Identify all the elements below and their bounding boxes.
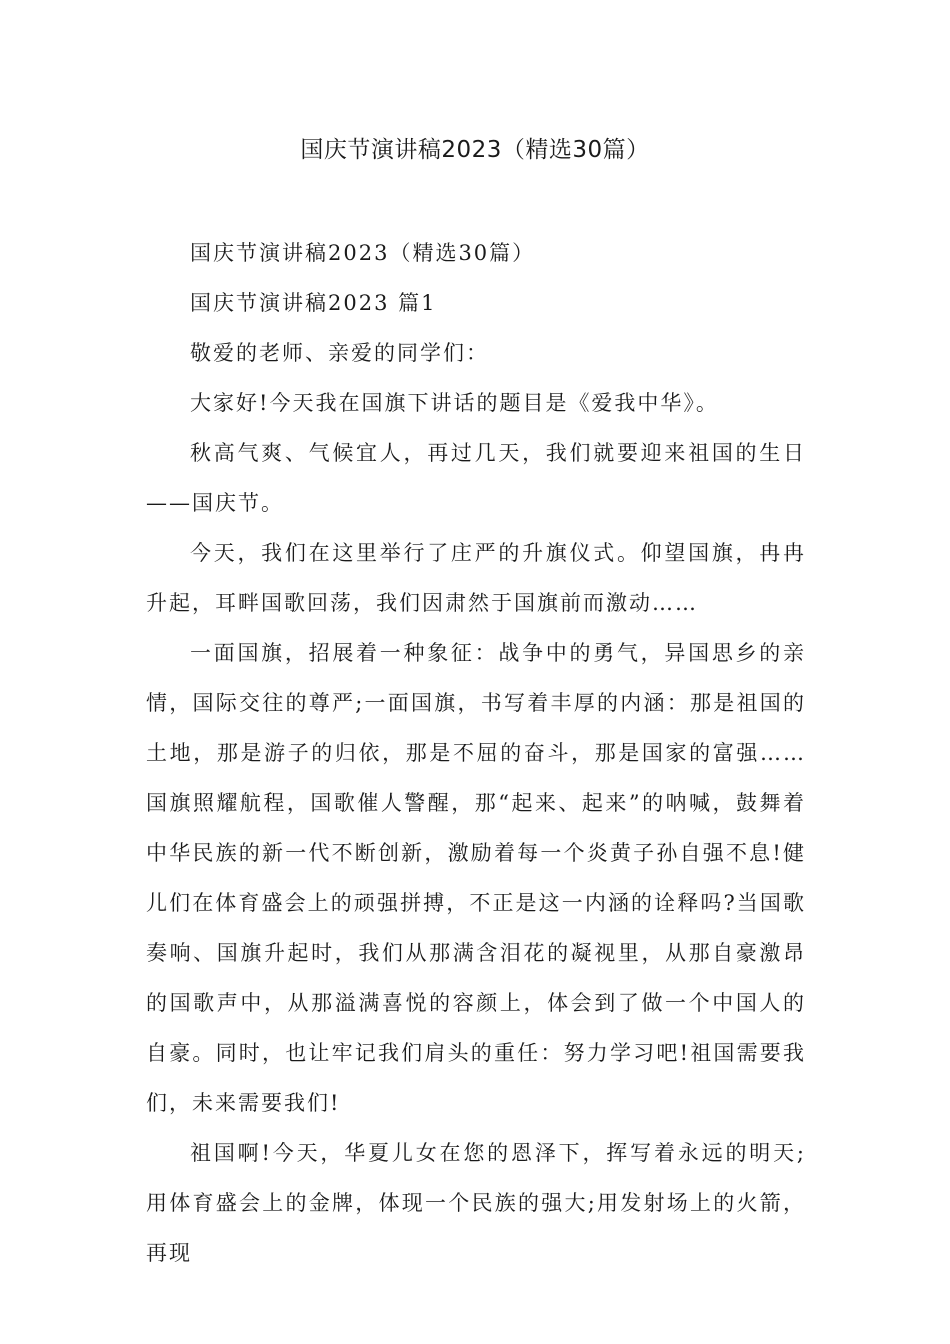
paragraph-subtitle: 国庆节演讲稿2023（精选30篇） [190,241,536,265]
paragraph-greeting: 大家好!今天我在国旗下讲话的题目是《爱我中华》。 [190,391,719,415]
paragraph-body: 秋高气爽、气候宜人，再过几天，我们就要迎来祖国的生日——国庆节。 [146,441,806,515]
paragraph-section-heading: 国庆节演讲稿2023 篇1 [190,291,437,315]
document-body [146,228,806,1278]
paragraph-body: 今天，我们在这里举行了庄严的升旗仪式。仰望国旗，冉冉升起，耳畔国歌回荡，我们因肃然于国旗前而激动…… [146,541,806,615]
paragraph-body: 祖国啊!今天，华夏儿女在您的恩泽下，挥写着永远的明天;用体育盛会上的金牌，体现一个民族的强大;用发射场上的火箭，再现 [146,1141,806,1265]
document-title: 国庆节演讲稿2023（精选30篇） [300,137,650,163]
paragraph-salutation: 敬爱的老师、亲爱的同学们： [190,341,489,365]
paragraph-body: 一面国旗，招展着一种象征：战争中的勇气，异国思乡的亲情，国际交往的尊严;一面国旗，书写着丰厚的内涵：那是祖国的土地，那是游子的归依，那是不屈的奋斗，那是国家的富强……国旗照耀航程，国歌催人警醒，那“起来、起来”的呐喊，鼓舞着中华民族的新一代不断创新，激励着每一个炎黄子孙自强不息!健儿们在体育盛会上的顽强拼搏，不正是这一内涵的诠释吗?当国歌奏响、国旗升起时，我们从那满含泪花的凝视里，从那自豪激昂的国歌声中，从那溢满喜悦的容颜上，体会到了做一个中国人的自豪。同时，也让牢记我们肩头的重任：努力学习吧!祖国需要我们，未来需要我们! [146,641,806,1115]
